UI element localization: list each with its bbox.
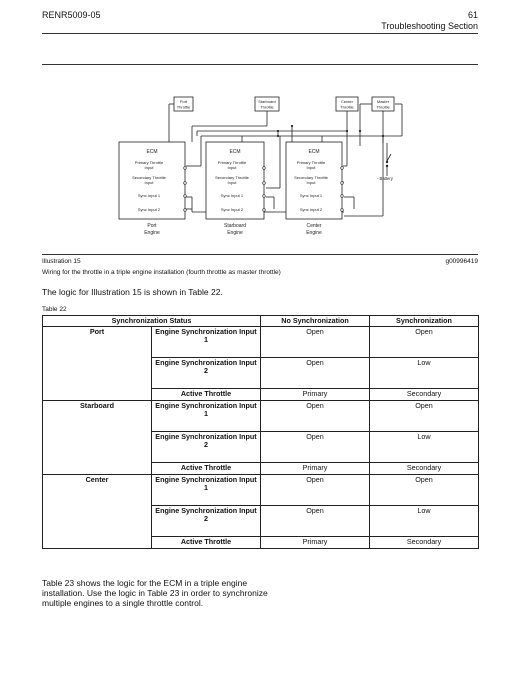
ecm-title: ECM — [229, 149, 241, 155]
no-sync-cell: Open — [261, 358, 370, 389]
header-rule — [42, 33, 478, 34]
sync-cell: Low — [370, 506, 479, 537]
ecm-row-label: Sync Input 2 — [137, 207, 161, 212]
terminal — [263, 182, 266, 185]
terminal — [263, 167, 266, 170]
table-header-row — [43, 316, 479, 327]
terminal — [341, 182, 344, 185]
engine-cell: Center — [43, 475, 152, 549]
engine-label-line2: Engine — [227, 230, 243, 236]
terminal — [184, 195, 187, 198]
ecm-row-label: Sync Input 2 — [299, 207, 323, 212]
terminal — [341, 209, 344, 212]
throttle-label-line2: Throttle — [176, 104, 191, 110]
terminal — [341, 195, 344, 198]
ecm-row-label: Sync Input 1 — [137, 193, 161, 198]
terminal — [341, 167, 344, 170]
terminal — [184, 167, 187, 170]
ecm-row-label: Secondary Throttle — [132, 175, 166, 180]
ecm-row-label: Input — [144, 180, 154, 185]
input-cell: Engine Synchronization Input 2 — [152, 358, 261, 389]
illustration-label: Illustration 15 — [42, 258, 81, 265]
sync-cell: Low — [370, 432, 479, 463]
outro-paragraph: Table 23 shows the logic for the ECM in a triple engine installation. Use the logic in Table 23 in order to synchronize multiple engines to a single throttle control. — [42, 578, 268, 608]
no-sync-cell: Open — [261, 432, 370, 463]
sync-cell: Secondary — [370, 463, 479, 475]
terminal — [263, 209, 266, 212]
illustration-caption: Wiring for the throttle in a triple engine installation (fourth throttle as master throttle) — [42, 269, 281, 276]
throttle-label-line1: Center — [340, 99, 354, 104]
throttle-label-line1: Master — [376, 99, 390, 104]
wiring-diagram — [42, 66, 478, 252]
junction-dot — [291, 125, 293, 127]
input-cell: Active Throttle — [152, 389, 261, 401]
junction-dot — [346, 130, 348, 132]
illustration-id: g00996419 — [445, 258, 478, 265]
terminal — [184, 182, 187, 185]
engine-label-line1: Port — [147, 223, 157, 229]
junction-dot — [277, 135, 279, 137]
terminal — [263, 195, 266, 198]
throttle-label-line2: Throttle — [340, 104, 354, 110]
intro-paragraph: The logic for Illustration 15 is shown in Table 22. — [42, 287, 223, 297]
no-sync-cell: Primary — [261, 463, 370, 475]
battery-label: - Battery — [377, 176, 393, 181]
engine-label-line1: Center — [306, 223, 322, 229]
ecm-row-label: Sync Input 1 — [299, 193, 323, 198]
switch-contact — [386, 165, 388, 167]
input-cell: Engine Synchronization Input 1 — [152, 401, 261, 432]
logic-table — [42, 315, 479, 549]
table-row — [43, 401, 479, 432]
throttle-label-line2: Throttle — [260, 104, 274, 110]
table-row — [43, 327, 479, 358]
ecm-row-label: Primary Throttle — [217, 160, 247, 165]
input-cell: Engine Synchronization Input 1 — [152, 327, 261, 358]
ecm-title: ECM — [308, 149, 320, 155]
ecm-row-label: Sync Input 2 — [220, 207, 244, 212]
header-status: Synchronization Status — [43, 316, 261, 327]
header-sync: Synchronization — [370, 316, 479, 327]
throttle-label-line2: Throttle — [376, 104, 390, 110]
input-cell: Engine Synchronization Input 2 — [152, 432, 261, 463]
terminal — [184, 209, 187, 212]
ecm-row-label: Secondary Throttle — [294, 175, 328, 180]
engine-label-line2: Engine — [306, 230, 322, 236]
no-sync-cell: Open — [261, 327, 370, 358]
input-cell: Engine Synchronization Input 2 — [152, 506, 261, 537]
ecm-row-label: Input — [306, 165, 316, 170]
engine-label-line1: Starboard — [224, 223, 246, 229]
sync-cell: Low — [370, 358, 479, 389]
input-cell: Engine Synchronization Input 1 — [152, 475, 261, 506]
sync-cell: Open — [370, 327, 479, 358]
table-row — [43, 475, 479, 506]
ecm-row-label: Secondary Throttle — [215, 175, 249, 180]
junction-dot — [359, 130, 361, 132]
ecm-row-label: Primary Throttle — [296, 160, 326, 165]
figure-top-rule — [42, 64, 478, 65]
page-header-right — [381, 10, 478, 32]
ecm-row-label: Input — [227, 165, 237, 170]
switch-contact — [386, 161, 388, 163]
ecm-title: ECM — [146, 149, 158, 155]
ecm-row-label: Input — [306, 180, 316, 185]
no-sync-cell: Primary — [261, 537, 370, 549]
no-sync-cell: Open — [261, 506, 370, 537]
ecm-row-label: Sync Input 1 — [220, 193, 244, 198]
engine-cell: Starboard — [43, 401, 152, 475]
header-no-sync: No Synchronization — [261, 316, 370, 327]
input-cell: Active Throttle — [152, 537, 261, 549]
junction-dot — [277, 130, 279, 132]
table-label: Table 22 — [42, 306, 67, 313]
input-cell: Active Throttle — [152, 463, 261, 475]
ecm-row-label: Input — [144, 165, 154, 170]
document-id: RENR5009-05 — [42, 10, 101, 20]
figure-bottom-rule — [42, 254, 478, 255]
throttle-label-line1: Starboard — [258, 99, 276, 104]
ecm-row-label: Input — [227, 180, 237, 185]
throttle-label-line1: Port — [179, 99, 188, 104]
ecm-row-label: Primary Throttle — [134, 160, 164, 165]
engine-cell: Port — [43, 327, 152, 401]
sync-cell: Secondary — [370, 389, 479, 401]
sync-cell: Open — [370, 401, 479, 432]
sync-cell: Open — [370, 475, 479, 506]
no-sync-cell: Primary — [261, 389, 370, 401]
section-title: Troubleshooting Section — [381, 21, 478, 31]
engine-label-line2: Engine — [144, 230, 160, 236]
page-number: 61 — [467, 10, 478, 20]
no-sync-cell: Open — [261, 401, 370, 432]
no-sync-cell: Open — [261, 475, 370, 506]
sync-cell: Secondary — [370, 537, 479, 549]
junction-dot — [382, 135, 384, 137]
